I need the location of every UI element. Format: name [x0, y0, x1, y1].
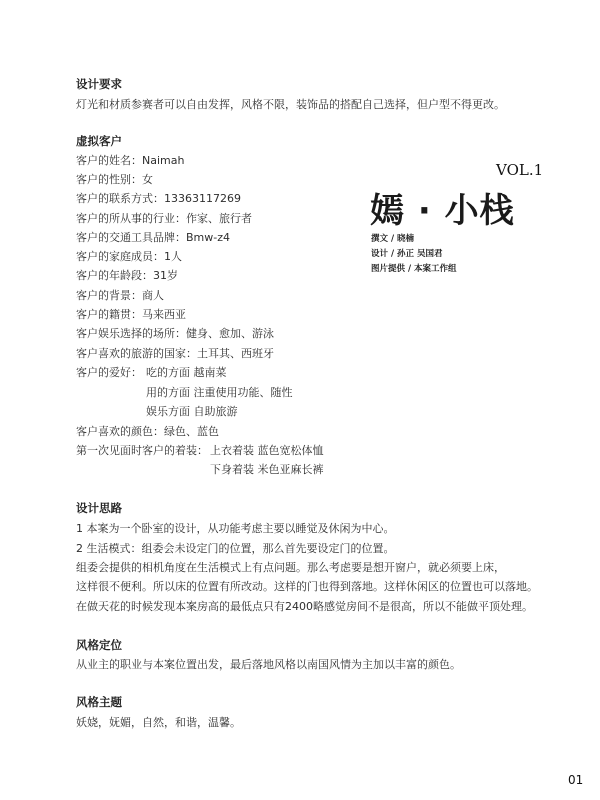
client-dress-line: 下身着装 米色亚麻长裤 [210, 463, 324, 476]
ideas-line: 2 生活模式：组委会未设定门的位置，那么首先要设定门的位置。 [76, 542, 395, 555]
client-hobby-line: 用的方面 注重使用功能、随性 [146, 386, 293, 399]
client-line: 客户的姓名：Naimah [76, 154, 185, 167]
ideas-line: 1 本案为一个卧室的设计，从功能考虑主要以睡觉及休闲为中心。 [76, 522, 395, 535]
theme-heading: 风格主题 [76, 695, 122, 709]
positioning-heading: 风格定位 [76, 638, 122, 652]
client-line: 客户的交通工具品牌：Bmw-z4 [76, 231, 230, 244]
page-number: 01 [568, 773, 584, 787]
requirements-text: 灯光和材质参赛者可以自由发挥，风格不限，装饰品的搭配自己选择，但户型不得更改。 [76, 98, 505, 111]
client-line: 客户的籍贯：马来西亚 [76, 308, 186, 321]
ideas-line: 组委会提供的相机角度在生活模式上有点问题。那么考虑要是想开窗户，就必须要上床， [76, 561, 505, 574]
client-line: 客户的年龄段：31岁 [76, 269, 178, 282]
brand-credit-design: 设计 / 孙正 吴国君 [371, 249, 443, 259]
brand-credit-photo: 图片提供 / 本案工作组 [371, 264, 457, 274]
positioning-text: 从业主的职业与本案位置出发，最后落地风格以南国风情为主加以丰富的颜色。 [76, 658, 461, 671]
client-line: 客户的所从事的行业：作家、旅行者 [76, 212, 252, 225]
brand-credit-writer: 撰文 / 晓楠 [371, 234, 415, 244]
client-line: 客户喜欢的旅游的国家：土耳其、西班牙 [76, 347, 274, 360]
client-line: 客户娱乐选择的场所：健身、愈加、游泳 [76, 327, 274, 340]
ideas-line: 这样很不便利。所以床的位置有所改动。这样的门也得到落地。这样休闲区的位置也可以落地。 [76, 580, 538, 593]
brand-title: 嫣 · 小栈 [370, 191, 515, 231]
client-line: 客户的家庭成员：1人 [76, 250, 182, 263]
client-line: 客户的背景：商人 [76, 289, 164, 302]
client-hobby-line: 娱乐方面 自助旅游 [146, 405, 238, 418]
requirements-heading: 设计要求 [76, 77, 122, 91]
client-line: 客户的性别：女 [76, 173, 153, 186]
client-hobby-line: 吃的方面 越南菜 [146, 366, 227, 379]
ideas-heading: 设计思路 [76, 501, 122, 515]
client-heading: 虚拟客户 [76, 134, 122, 148]
ideas-line: 在做天花的时候发现本案房高的最低点只有2400略感觉房间不是很高，所以不能做平顶处理。 [76, 600, 533, 613]
client-hobby-label: 客户的爱好： [76, 366, 142, 379]
client-dress-label: 第一次见面时客户的着装： [76, 444, 208, 457]
client-line: 客户的联系方式：13363117269 [76, 192, 241, 205]
theme-text: 妖娆，妩媚，自然，和谐，温馨。 [76, 716, 241, 729]
client-dress-line: 上衣着装 蓝色宽松体恤 [210, 444, 324, 457]
brand-volume: VOL.1 [496, 161, 544, 179]
client-color-line: 客户喜欢的颜色：绿色、蓝色 [76, 425, 219, 438]
